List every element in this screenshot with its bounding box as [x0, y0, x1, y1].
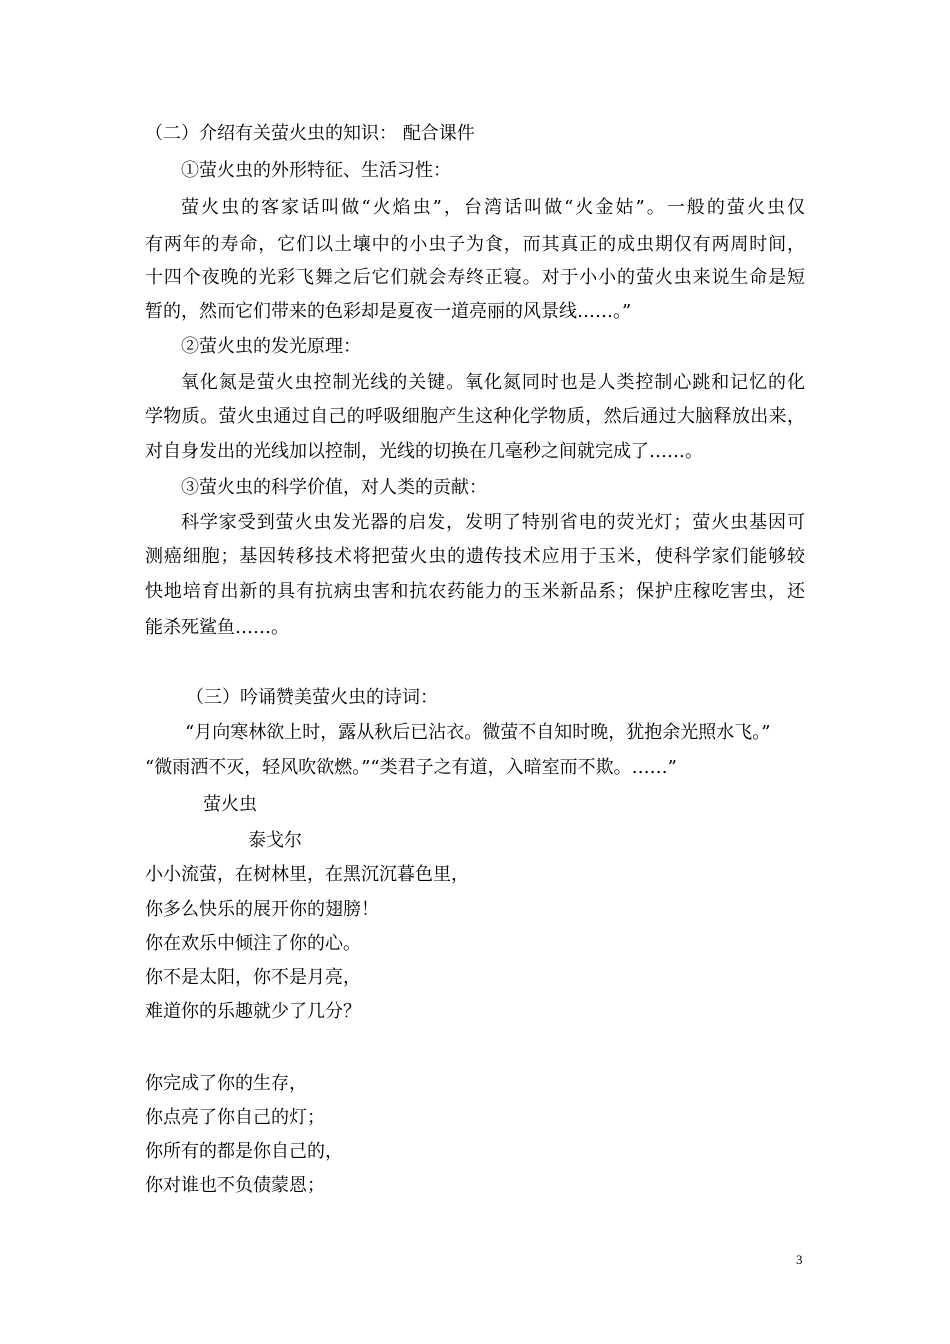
item1-line-3: 十四个夜晚的光彩飞舞之后它们就会寿终正寝。对于小小的萤火虫来说生命是短	[145, 267, 805, 288]
poem-stanza2-line-4: 你对谁也不负债蒙恩；	[145, 1175, 325, 1196]
item2-line-3: 对自身发出的光线加以控制，光线的切换在几毫秒之间就完成了……。	[145, 441, 703, 462]
poem-title: 萤火虫	[203, 794, 257, 815]
poem-stanza2-line-3: 你所有的都是你自己的，	[145, 1141, 343, 1162]
item1-line-1: 萤火虫的客家话叫做“火焰虫”，台湾话叫做“火金姑”。一般的萤火虫仅	[181, 197, 805, 218]
poem-stanza1-line-2: 你多么快乐的展开你的翅膀！	[145, 899, 379, 920]
poem-stanza1-line-5: 难道你的乐趣就少了几分？	[145, 1001, 361, 1022]
item3-line-2: 测癌细胞；基因转移技术将把萤火虫的遗传技术应用于玉米，使科学家们能够较	[145, 546, 805, 567]
item3-line-4: 能杀死鲨鱼……。	[145, 617, 289, 638]
page-number: 3	[796, 1252, 803, 1267]
quote-line-2: “微雨洒不灭，轻风吹欲燃。”“类君子之有道，入暗室而不欺。……”	[145, 757, 677, 778]
poem-stanza1-line-4: 你不是太阳，你不是月亮，	[145, 967, 361, 988]
quote-line-1: “月向寒林欲上时，露从秋后已沾衣。微萤不自知时晚，犹抱余光照水飞。”	[185, 722, 771, 743]
item1-title: ①萤火虫的外形特征、生活习性：	[181, 160, 451, 181]
section3-heading: （三）吟诵赞美萤火虫的诗词：	[186, 687, 438, 708]
item1-line-4: 暂的，然而它们带来的色彩却是夏夜一道亮丽的风景线……。”	[145, 301, 632, 322]
item3-line-1: 科学家受到萤火虫发光器的启发，发明了特别省电的荧光灯；萤火虫基因可	[181, 512, 805, 533]
item2-line-1: 氧化氮是萤火虫控制光线的关键。氧化氮同时也是人类控制心跳和记忆的化	[181, 372, 805, 393]
section2-heading: （二）介绍有关萤火虫的知识： 配合课件	[145, 123, 475, 144]
item2-title: ②萤火虫的发光原理：	[181, 336, 361, 357]
poem-author: 泰戈尔	[248, 830, 302, 851]
item1-line-2: 有两年的寿命，它们以土壤中的小虫子为食，而其真正的成虫期仅有两周时间，	[145, 234, 805, 255]
poem-stanza1-line-3: 你在欢乐中倾注了你的心。	[145, 933, 361, 954]
poem-stanza2-line-2: 你点亮了你自己的灯；	[145, 1107, 325, 1128]
item3-line-3: 快地培育出新的具有抗病虫害和抗农药能力的玉米新品系；保护庄稼吃害虫，还	[145, 581, 805, 602]
poem-stanza1-line-1: 小小流萤，在树林里，在黑沉沉暮色里，	[145, 864, 469, 885]
poem-stanza2-line-1: 你完成了你的生存，	[145, 1073, 307, 1094]
item2-line-2: 学物质。萤火虫通过自己的呼吸细胞产生这种化学物质，然后通过大脑释放出来，	[145, 406, 805, 427]
item3-title: ③萤火虫的科学价值，对人类的贡献：	[181, 477, 487, 498]
